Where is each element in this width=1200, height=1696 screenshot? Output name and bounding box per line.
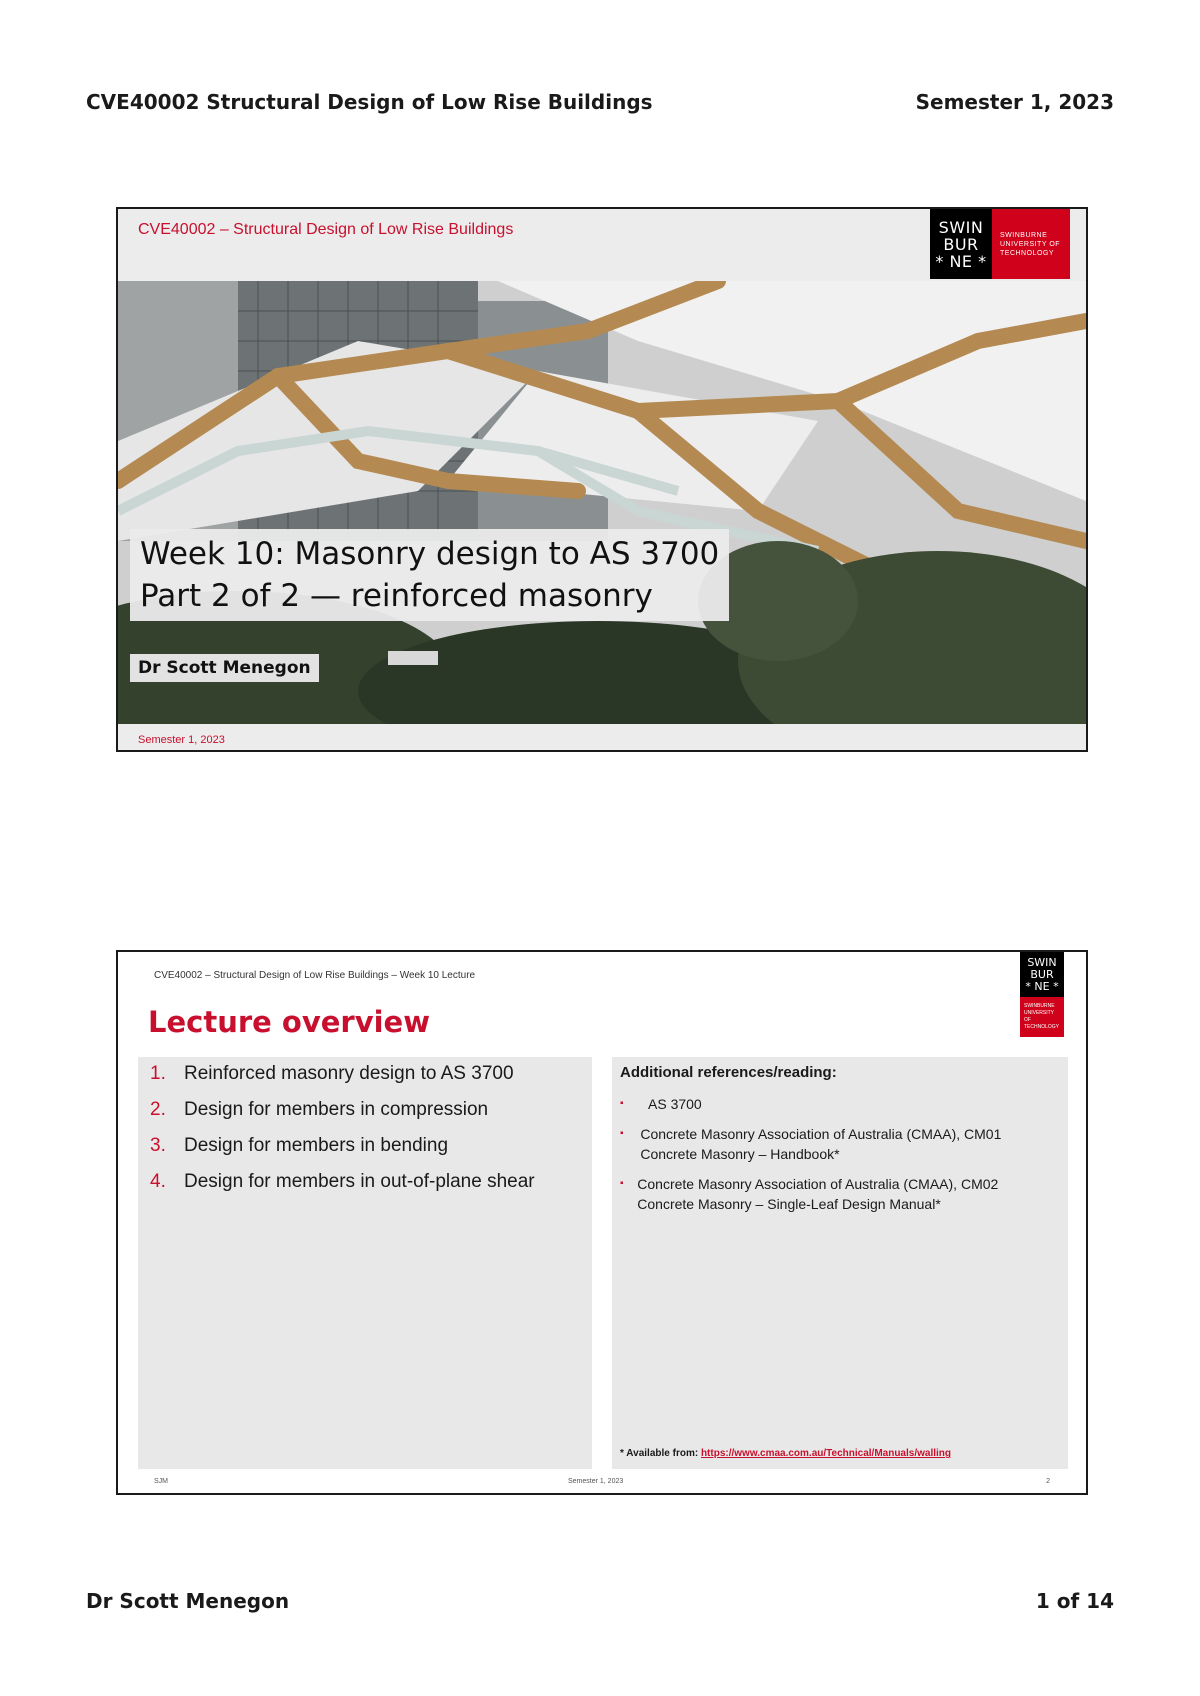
slide-number: 2 [1046, 1478, 1050, 1485]
list-item: 4. Design for members in out-of-plane shear [150, 1171, 535, 1192]
page-header-course: CVE40002 Structural Design of Low Rise Buildings [86, 90, 653, 114]
logo-mark: SWIN BUR * NE * [1020, 952, 1064, 997]
swinburne-logo-small [1020, 952, 1064, 1037]
page-header-semester: Semester 1, 2023 [915, 90, 1114, 114]
reference-item: ▪ AS 3700 [620, 1096, 702, 1112]
list-item: 2. Design for members in compression [150, 1099, 489, 1120]
references-heading: Additional references/reading: [620, 1064, 837, 1081]
slide-title [116, 207, 1088, 752]
slide-author: Dr Scott Menegon [130, 654, 319, 682]
overview-list [138, 1057, 592, 1469]
cmaa-link[interactable]: https://www.cmaa.com.au/Technical/Manuals/walling [700, 1448, 952, 1459]
slide-title-block [130, 529, 729, 621]
logo-mark: SWIN BUR * NE * [930, 209, 992, 279]
slide-footer-initials: SJM [154, 1478, 168, 1485]
logo-wordmark: SWINBURNE UNIVERSITY OF TECHNOLOGY [1020, 997, 1064, 1037]
slide-title-line1: Week 10: Masonry design to AS 3700 [140, 536, 720, 572]
list-item: 1. Reinforced masonry design to AS 3700 [150, 1063, 514, 1084]
reference-item: ▪ Concrete Masonry Association of Australia (CMAA), CM01 Concrete Masonry – Handbook* [620, 1126, 1002, 1162]
page-footer-author: Dr Scott Menegon [86, 1589, 290, 1613]
slide-footer-semester: Semester 1, 2023 [568, 1478, 624, 1485]
logo-wordmark: SWINBURNE UNIVERSITY OF TECHNOLOGY [992, 209, 1070, 279]
slide-footer-semester: Semester 1, 2023 [138, 734, 225, 746]
slide-heading: Lecture overview [148, 1005, 431, 1039]
page-number: 1 of 14 [1035, 1589, 1114, 1613]
slide-overview [116, 950, 1088, 1495]
list-item: 3. Design for members in bending [150, 1135, 449, 1156]
slide-course-label: CVE40002 – Structural Design of Low Rise Buildings [138, 221, 514, 238]
slide-title-line2: Part 2 of 2 — reinforced masonry [140, 578, 653, 614]
references-panel [612, 1057, 1068, 1469]
reference-item: ▪ Concrete Masonry Association of Australia (CMAA), CM02 Concrete Masonry – Single-Leaf Design Manual* [620, 1176, 999, 1212]
cover-photo [118, 281, 1086, 724]
availability-note: * Available from: https://www.cmaa.com.au/Technical/Manuals/walling [620, 1448, 952, 1459]
slide-course-label: CVE40002 – Structural Design of Low Rise Buildings – Week 10 Lecture [154, 970, 476, 981]
swinburne-logo [930, 209, 1070, 279]
